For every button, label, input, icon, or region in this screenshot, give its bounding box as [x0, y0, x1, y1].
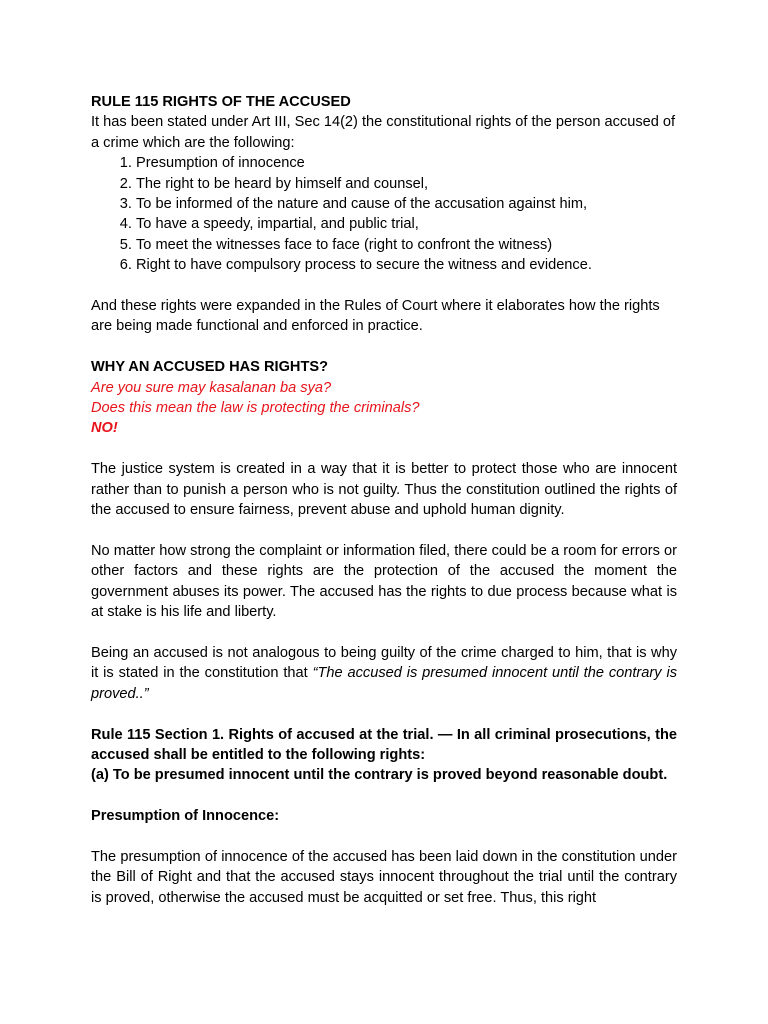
analogous-paragraph: [91, 643, 677, 704]
spacer: [91, 439, 677, 459]
question-two: Does this mean the law is protecting the criminals?: [91, 400, 420, 417]
spacer: [91, 827, 677, 847]
question-one: Are you sure may kasalanan ba sya?: [91, 379, 332, 396]
rule-section-heading: Rule 115 Section 1. Rights of accused at the trial. — In all criminal prosecutions, the accused shall be entitled to the following rights:: [91, 726, 677, 763]
list-item: 3. To be informed of the nature and cause of the accusation against him,: [136, 194, 677, 214]
spacer: [91, 276, 677, 296]
spacer: [91, 337, 677, 357]
analogous-text: Being an accused is not analogous to being guilty of the crime charged to him, that is why it is stated in the constitution that: [91, 644, 677, 682]
list-item: 2. The right to be heard by himself and counsel,: [136, 174, 677, 194]
complaint-paragraph: No matter how strong the complaint or information filed, there could be a room for errors or other factors and these rights are the protection of the accused the moment the government abuses its power. The accused has the rights to due process because what is at stake is his life and liberty.: [91, 542, 677, 621]
list-item: 6. Right to have compulsory process to secure the witness and evidence.: [136, 255, 677, 275]
analogous-quote: “The accused is presumed innocent until the contrary is proved..”: [91, 665, 677, 702]
presumption-heading: Presumption of Innocence:: [91, 808, 280, 825]
expanded-paragraph: And these rights were expanded in the Rules of Court where it elaborates how the rights are being made functional and enforced in practice.: [91, 298, 660, 335]
spacer: [91, 704, 677, 724]
rule-item-a: (a) To be presumed innocent until the contrary is proved beyond reasonable doubt.: [91, 767, 668, 784]
justice-paragraph: The justice system is created in a way that it is better to protect those who are innocent rather than to punish a person who is not guilty. Thus the constitution outlined the rights of the accused to ensure fairness, prevent abuse and uphold human dignity.: [91, 461, 677, 519]
rights-list: [91, 153, 677, 275]
list-item: 1. Presumption of innocence: [136, 153, 677, 173]
list-item: 5. To meet the witnesses face to face (right to confront the witness): [136, 235, 677, 255]
intro-paragraph: It has been stated under Art III, Sec 14(2) the constitutional rights of the person accused of a crime which are the following:: [91, 114, 676, 151]
spacer: [91, 786, 677, 806]
spacer: [91, 520, 677, 540]
answer-no: NO!: [91, 420, 118, 437]
list-item: 4. To have a speedy, impartial, and public trial,: [136, 214, 677, 234]
spacer: [91, 623, 677, 643]
presumption-paragraph: The presumption of innocence of the accused has been laid down in the constitution under the Bill of Right and that the accused stays innocent throughout the trial until the contrary is proved, otherwise the accused must be acquitted or set free. Thus, this right: [91, 848, 677, 906]
why-heading: WHY AN ACCUSED HAS RIGHTS?: [91, 359, 329, 376]
document-title: RULE 115 RIGHTS OF THE ACCUSED: [91, 94, 351, 110]
